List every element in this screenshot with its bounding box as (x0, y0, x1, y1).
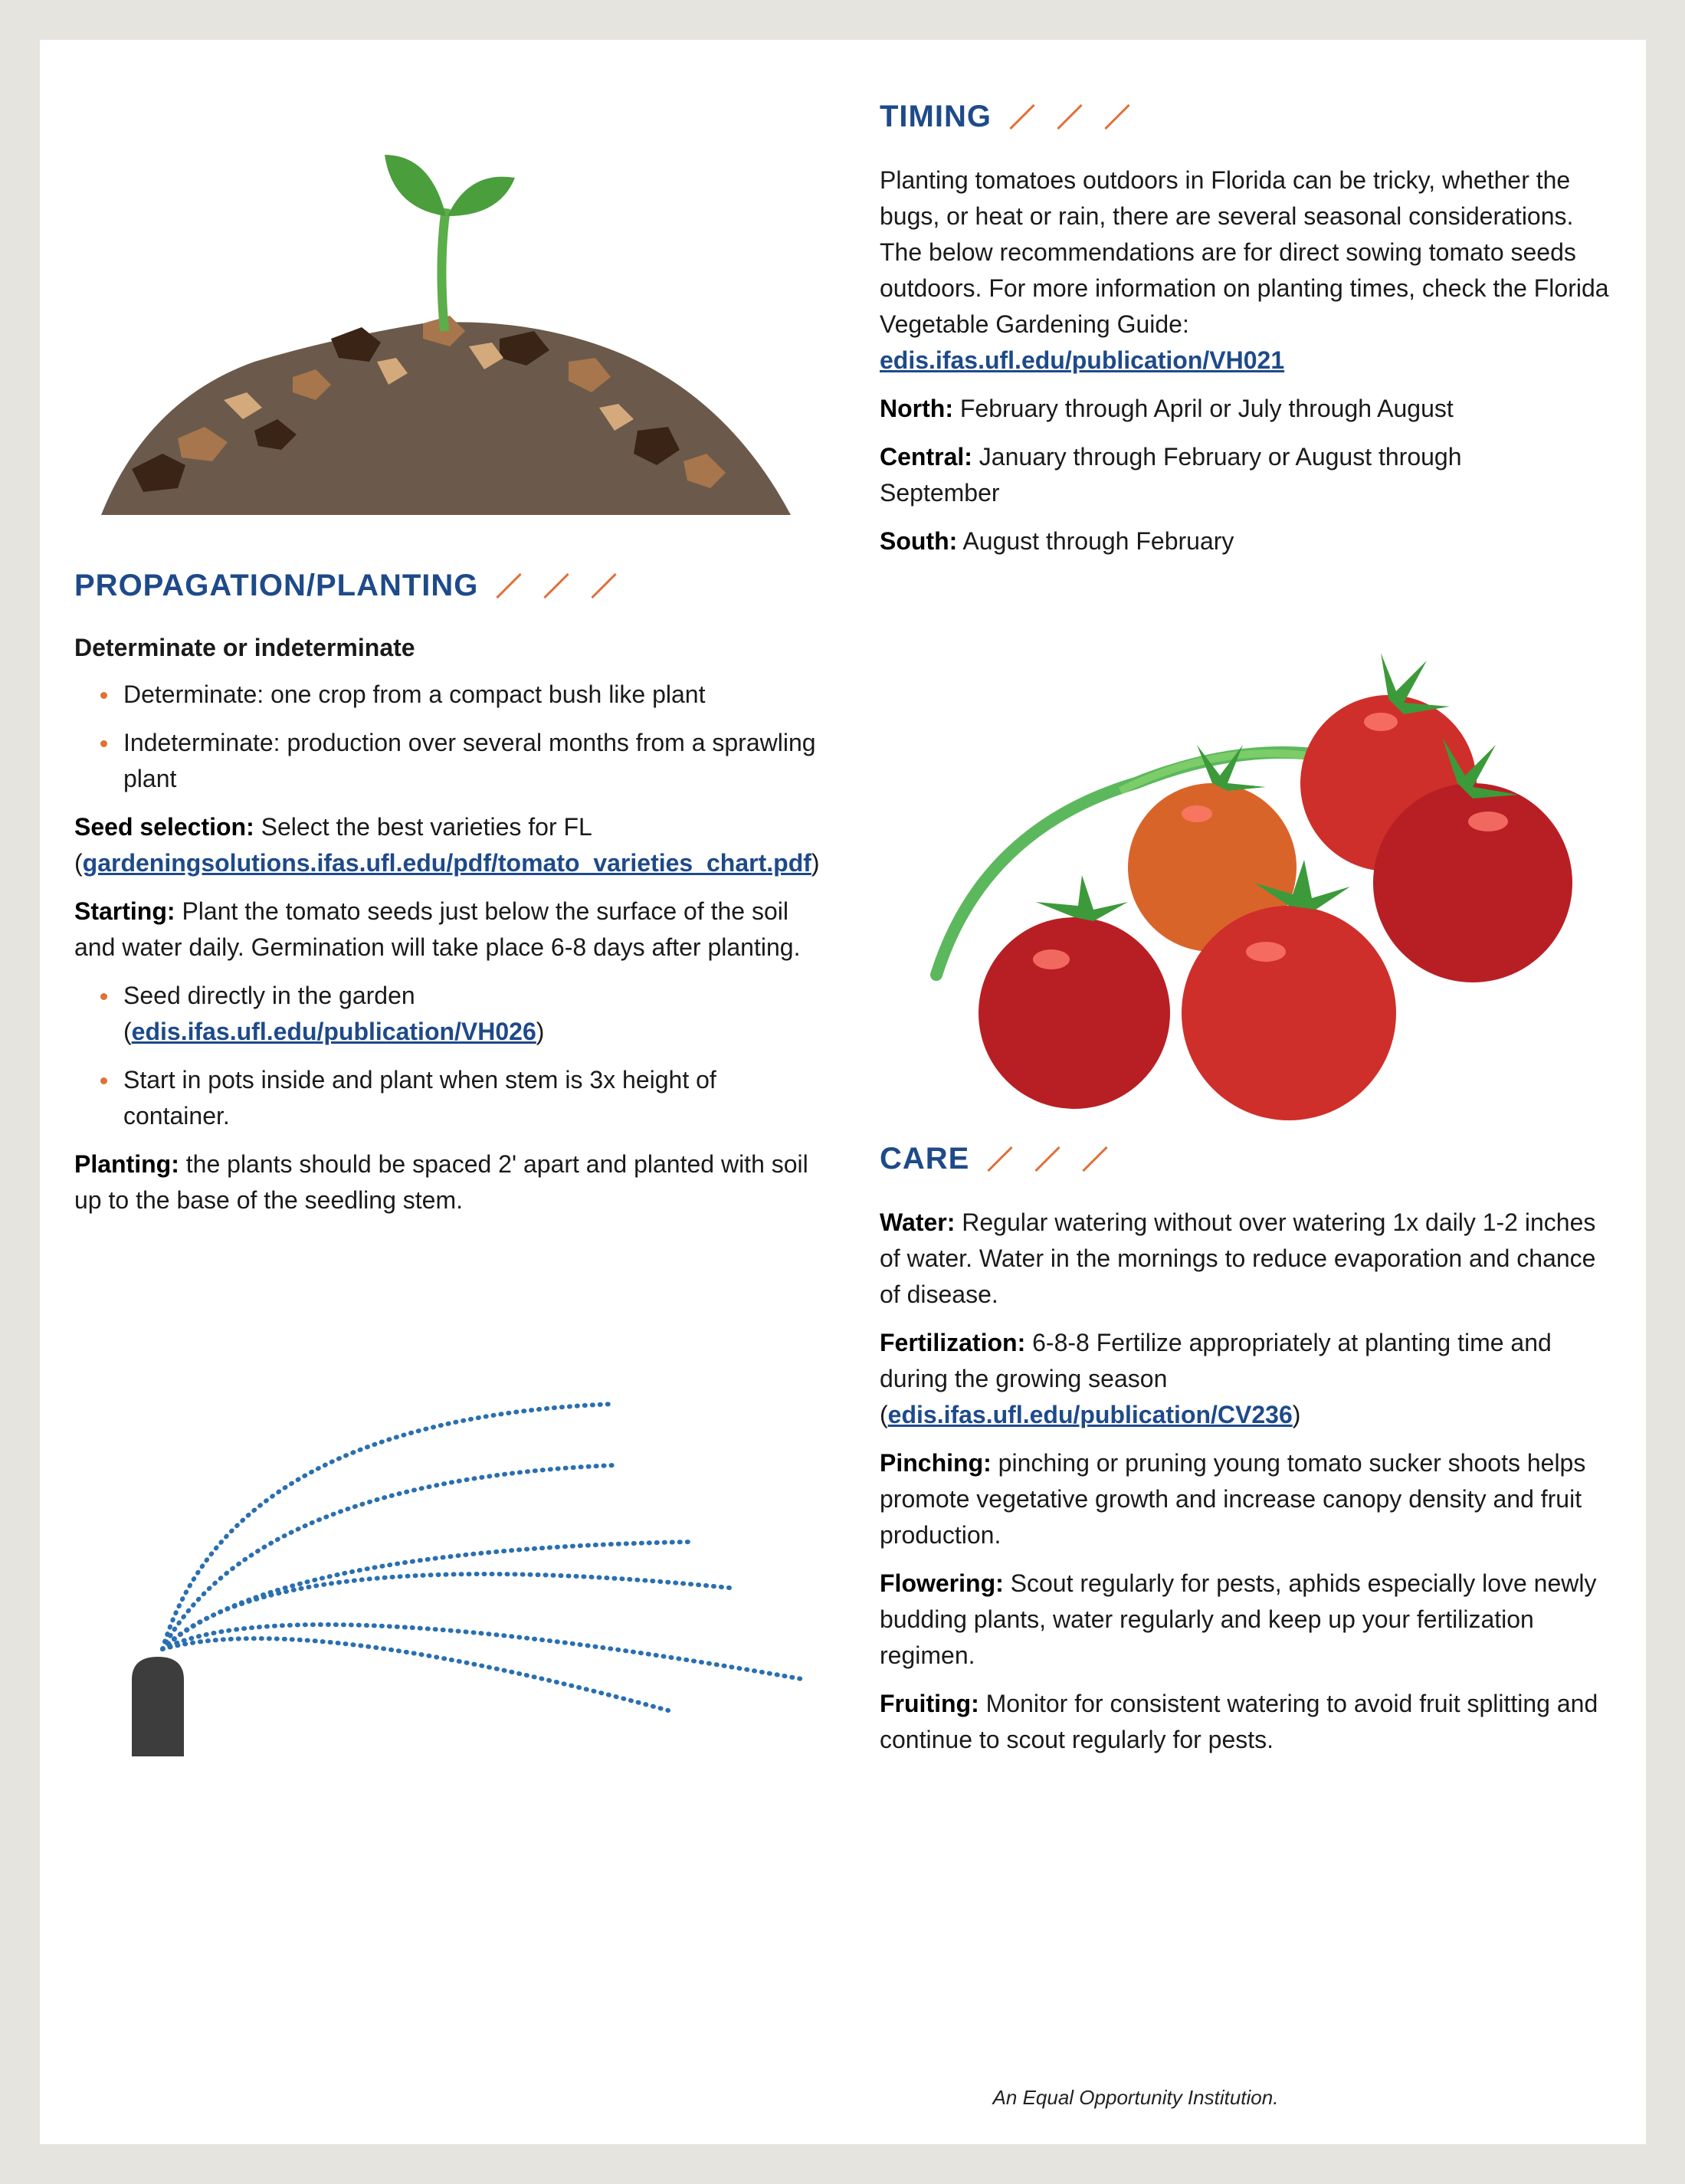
seedling-soil-illustration (101, 109, 791, 523)
list-item: Start in pots inside and plant when stem is 3x height of container. (123, 1062, 825, 1134)
starting-text: Plant the tomato seeds just below the surface of the soil and water daily. Germination will take place 6-8 days after planting. (74, 897, 801, 961)
care-content (880, 1205, 1615, 1770)
planting-label: Planting: (74, 1150, 179, 1178)
slash-decoration-icon (1004, 102, 1129, 133)
starting-label: Starting: (74, 897, 175, 925)
planting-paragraph (74, 1146, 825, 1218)
propagation-heading: PROPAGATION/PLANTING (74, 569, 616, 603)
page (40, 40, 1646, 2144)
vh021-link[interactable]: edis.ifas.ufl.edu/publication/VH021 (880, 346, 1285, 374)
flowering-paragraph: Flowering: Scout regularly for pests, aphids especially love newly budding plants, water regularly and keep up your fertilization regimen. (880, 1569, 1597, 1669)
fertilization-paragraph: Fertilization: 6-8-8 Fertilize appropriately at planting time and during the growing season (edis.ifas.ufl.edu/publication/CV236) (880, 1329, 1552, 1428)
care-heading: CARE (880, 1142, 1107, 1176)
cv236-link[interactable]: edis.ifas.ufl.edu/publication/CV236 (887, 1401, 1293, 1428)
fruiting-paragraph: Fruiting: Monitor for consistent watering to avoid fruit splitting and continue to scout regularly for pests. (880, 1690, 1598, 1753)
seed-selection-paragraph: Seed selection: Select the best varieties for FL (gardeningsolutions.ifas.ufl.edu/pdf/tomato_varieties_chart.pdf) (74, 813, 820, 877)
slash-decoration-icon (490, 571, 616, 602)
starting-list (74, 978, 825, 1134)
timing-intro: Planting tomatoes outdoors in Florida can be tricky, whether the bugs, or heat or rain, there are several seasonal considerations. The below recommendations are for direct sowing tomato seeds outdoors. For more information on planting times, check the Florida Vegetable Gardening Guide: edis.ifas.ufl.edu/publication/VH021 (880, 166, 1609, 374)
central-paragraph: Central: January through February or August through September (880, 443, 1462, 507)
tomatoes-illustration (921, 630, 1595, 1136)
list-item: Determinate: one crop from a compact bush like plant (123, 677, 825, 713)
timing-heading: TIMING (880, 100, 1129, 134)
seed-selection-text: Select the best varieties for FL (254, 813, 592, 841)
planting-text: the plants should be spaced 2' apart and planted with soil up to the base of the seedling stem. (74, 1150, 808, 1214)
list-item: Indeterminate: production over several months from a sprawling plant (123, 725, 825, 797)
footer-text: An Equal Opportunity Institution. (992, 2086, 1279, 2109)
list-item: Seed directly in the garden (edis.ifas.ufl.edu/publication/VH026) (123, 978, 825, 1050)
vh026-link[interactable]: edis.ifas.ufl.edu/publication/VH026 (131, 1018, 536, 1045)
timing-content (880, 162, 1615, 572)
slash-decoration-icon (982, 1144, 1107, 1175)
sprinkler-illustration (116, 1358, 852, 1787)
south-paragraph: South: August through February (880, 527, 1234, 555)
determinate-list (74, 677, 825, 797)
starting-paragraph (74, 894, 825, 966)
determinate-subheading: Determinate or indeterminate (74, 634, 415, 661)
pinching-paragraph: Pinching: pinching or pruning young tomato sucker shoots helps promote vegetative growth and increase canopy density and fruit production. (880, 1449, 1586, 1549)
seed-selection-link[interactable]: gardeningsolutions.ifas.ufl.edu/pdf/tomato_varieties_chart.pdf (82, 849, 811, 877)
water-paragraph: Water: Regular watering without over watering 1x daily 1-2 inches of water. Water in the mornings to reduce evaporation and chance of disease. (880, 1208, 1596, 1308)
propagation-content (74, 630, 825, 1231)
seed-selection-label: Seed selection: (74, 813, 254, 841)
north-paragraph: North: February through April or July through August (880, 395, 1454, 422)
